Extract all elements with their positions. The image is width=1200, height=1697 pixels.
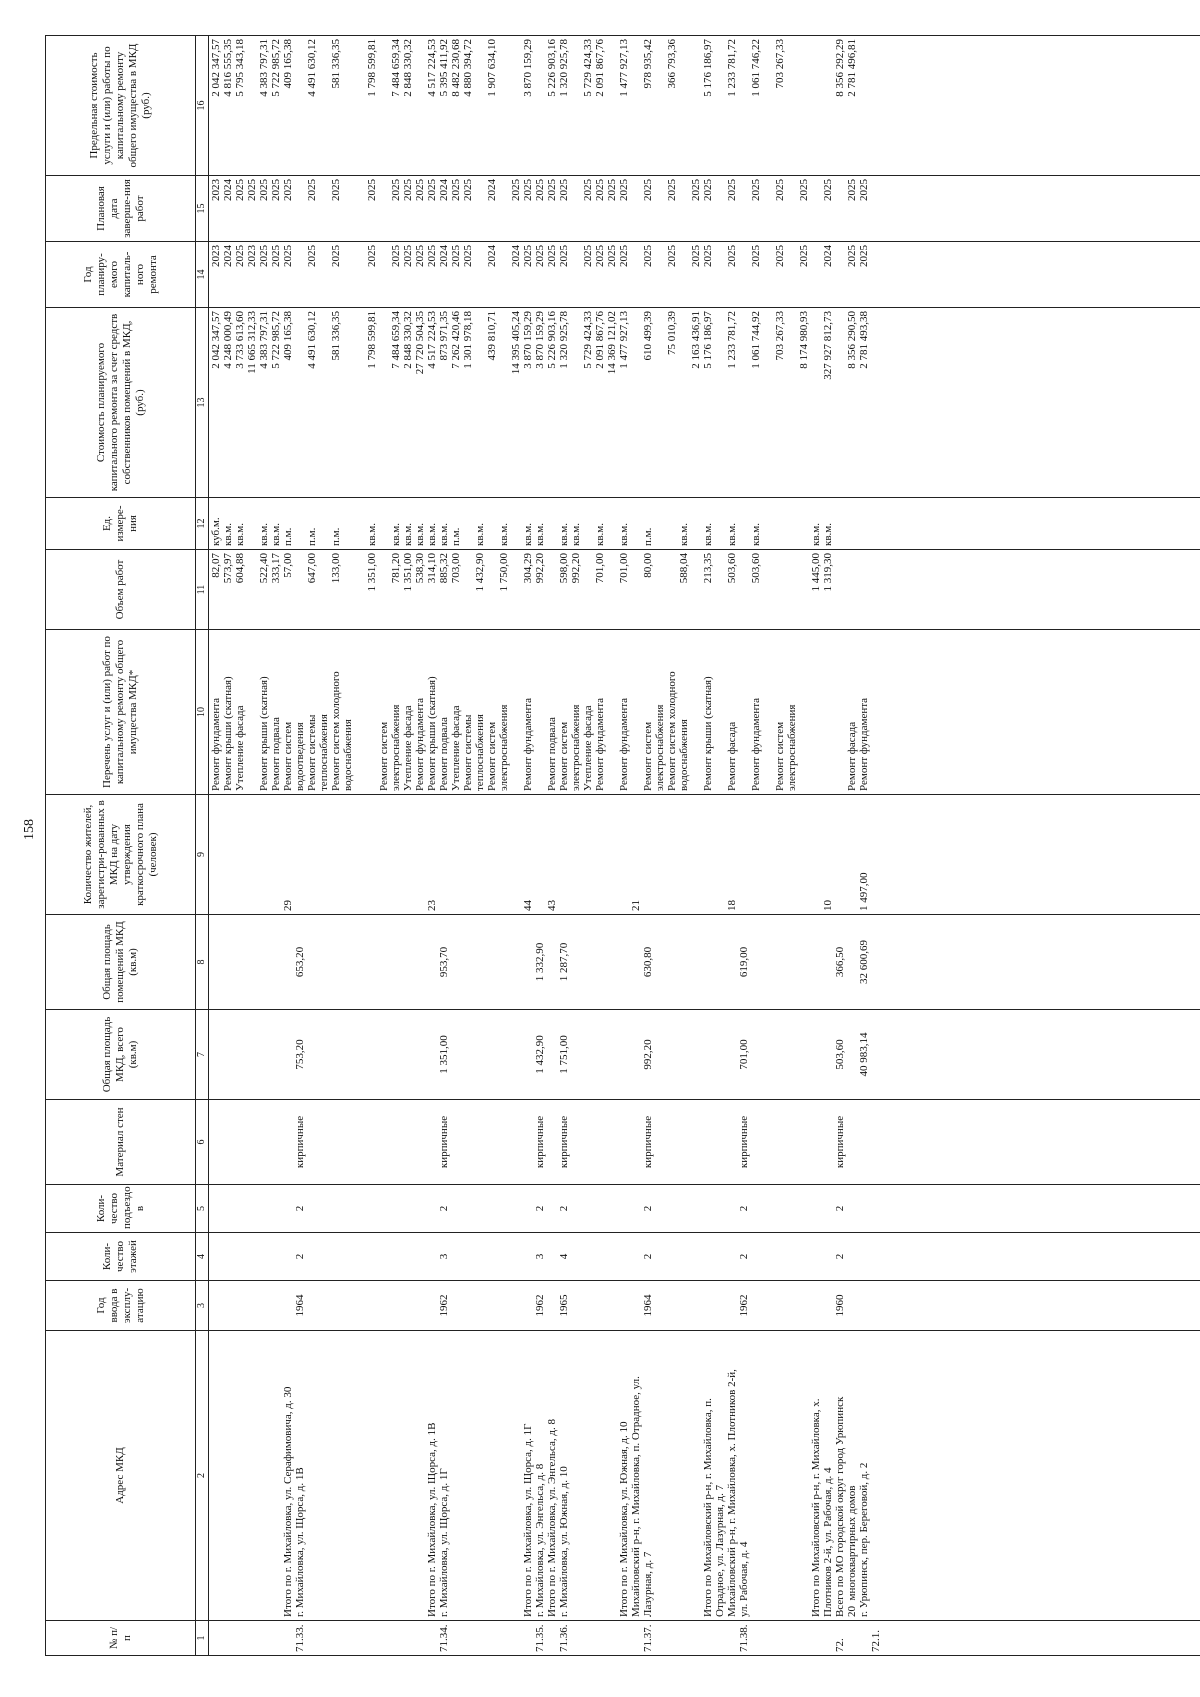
- col-number: 2: [196, 1331, 209, 1621]
- col-header-year: Год ввода в эксплу-атацию: [46, 1281, 196, 1331]
- col-header-year-end: Плановая дата заверше-ния работ: [46, 176, 196, 242]
- wall-material-column: кирпичные кирпичные кирпичные кирпичные кирпичные кирпичные кирпичные: [209, 1100, 1200, 1185]
- col-header-floors: Коли-чество этажей: [46, 1233, 196, 1281]
- col-number: 5: [196, 1185, 209, 1233]
- unit-column: куб.м. кв.м. кв.м. кв.м. кв.м. п.м. п.м. п.м. кв.м. кв.м. кв.м. кв.м. кв.м. кв.м. п.м. кв.м. кв.м. кв.м. кв.м. кв.м. кв.м. кв.м. кв.м. п.м. кв.м. кв.м. кв.м. кв.м. кв.м. кв.м.: [209, 498, 1200, 550]
- cost-column: 2 042 347,57 4 248 000,49 3 733 613,60 11 665 312,33 4 383 797,31 5 722 985,72 409 165,38 4 491 630,12 581 336,35 1 798 599,81 7 484 659,34 2 848 330,32 27 720 504,35 4 517 224,53 873 971,35 7 262 420,46 1 301 978,18 439 810,71 14 395 405,24 3 870 159,29 3 870 159,29 5 226 903,16 1 320 925,78 5 729 424,33 2 091 867,76 14 369 121,02 1 477 927,13 610 499,39 75 010,39 2 163 436,91 5 176 186,97 1 233 781,72 1 061 744,92 703 267,33 8 174 980,93 327 927 812,73 8 356 290,50 2 781 493,38: [209, 308, 1200, 498]
- col-number: 15: [196, 176, 209, 242]
- col-number: 4: [196, 1233, 209, 1281]
- area-rooms-column: 653,20 953,70 1 332,90 1 287,70 630,80 619,00 366,50 32 600,69: [209, 915, 1200, 1010]
- col-number: 10: [196, 630, 209, 795]
- col-number: 12: [196, 498, 209, 550]
- volume-column: 82,07 573,97 604,88 522,40 333,17 57,00 647,00 133,00 1 351,00 781,20 1 351,00 538,30 314,10 885,32 703,00 1 432,90 1 750,00 304,29 992,20 598,00 992,20 701,00 701,00 80,00 588,04 213,35 503,60 503,60 1 445,00 1 319,30: [209, 550, 1200, 630]
- col-number: 11: [196, 550, 209, 630]
- col-header-works: Перечень услуг и (или) работ по капитальному ремонту общего имущества МКД*: [46, 630, 196, 795]
- col-header-year-plan: Год планиру-емого капиталь-ного ремонта: [46, 242, 196, 308]
- rotated-table-container: [45, 36, 1175, 1656]
- col-number: 13: [196, 308, 209, 498]
- col-header-num: № п/п: [46, 1621, 196, 1656]
- col-header-area-rooms: Общая площадь помещений МКД (кв.м): [46, 915, 196, 1010]
- col-header-entrances: Коли-чество подъездо в: [46, 1185, 196, 1233]
- col-number: 3: [196, 1281, 209, 1331]
- col-header-unit: Ед. измере-ния: [46, 498, 196, 550]
- col-number: 8: [196, 915, 209, 1010]
- col-header-limit: Предельная стоимость услуги и (или) работы по капитальному ремонту общего имущества в МКД (руб.): [46, 36, 196, 176]
- limit-cost-column: 2 042 347,57 4 816 555,35 5 795 343,18 4 383 797,31 5 722 985,72 409 165,38 4 491 630,12 581 336,35 1 798 599,81 7 484 659,34 2 848 330,32 4 517 224,53 5 395 411,92 8 482 230,68 4 880 394,72 1 907 634,10 3 870 159,29 5 226 903,16 1 320 925,78 5 729 424,33 2 091 867,76 1 477 927,13 978 935,42 366 793,36 5 176 186,97 1 233 781,72 1 061 746,22 703 267,33 8 356 292,29 2 781 496,81: [209, 36, 1200, 176]
- col-number: 7: [196, 1010, 209, 1100]
- row-number-column: 71.33. 71.34. 71.35. 71.36. 71.37. 71.38. 72. 72.1.: [209, 1621, 1200, 1656]
- col-number: 1: [196, 1621, 209, 1656]
- col-number: 9: [196, 795, 209, 915]
- entrances-column: 2 2 2 2 2 2 2: [209, 1185, 1200, 1233]
- col-number: 14: [196, 242, 209, 308]
- page-number: 158: [22, 819, 37, 840]
- address-column: Итого по г. Михайловка, ул. Серафимовича, д. 30 г. Михайловка, ул. Щорса, д. 1В Итого по г. Михайловка, ул. Щорса, д. 1В г. Михайловка, ул. Щорса, д. 1Г Итого по г. Михайловка, ул. Щорса, д. 1Г г. Михайловка, ул. Энгельса, д. 8 Итого по г. Михайловка, ул. Энгельса, д. 8 г. Михайловка, ул. Южная, д. 10 Итого по г. Михайловка, ул. Южная, д. 10 Михайловский р-н, г. Михайловка, п. Отрадное, ул. Лазурная, д. 7 Итого по Михайловский р-н, г. Михайловка, п. Отрадное, ул. Лазурная, д. 7 Михайловский р-н, г. Михайловка, х. Плотников 2-й, ул. Рабочая, д. 4 Итого по Михайловский р-н, г. Михайловка, х. Плотников 2-й, ул. Рабочая, д. 4 Всего по МО городской округ город Урюпинск 20 многоквартирных домов г. Урюпинск, пер. Береговой, д. 2: [209, 1331, 1200, 1621]
- year-plan-column: 2023 2024 2025 2023 2025 2025 2025 2025 2025 2025 2025 2025 2025 2025 2024 2025 2025 2024 2024 2025 2025 2025 2025 2025 2025 2025 2025 2025 2025 2025 2025 2025 2025 2025 2025 2024 2025 2025: [209, 242, 1200, 308]
- col-header-material: Материал стен: [46, 1100, 196, 1185]
- col-header-cost: Стоимость планируемого капитального ремонта за счет средств собственников помещений в МКД, (руб.): [46, 308, 196, 498]
- col-header-area-total: Общая площадь МКД, всего (кв.м): [46, 1010, 196, 1100]
- col-header-address: Адрес МКД: [46, 1331, 196, 1621]
- col-number: 6: [196, 1100, 209, 1185]
- col-header-volume: Объем работ: [46, 550, 196, 630]
- works-column: Ремонт фундамента Ремонт крыши (скатная) Утепление фасада Ремонт крыши (скатная) Ремонт подвала Ремонт систем водоотведения Ремонт системы теплоснабжения Ремонт систем холодного водоснабжения Ремонт систем электроснабжения Утепление фасада Ремонт фундамента Ремонт крыши (скатная) Ремонт подвала Утепление фасада Ремонт системы теплоснабжения Ремонт систем электроснабжения Ремонт фундамента Ремонт подвала Ремонт систем электроснабжения Утепление фасада Ремонт фундамента Ремонт фундамента Ремонт систем электроснабжения Ремонт систем холодного водоснабжения Ремонт крыши (скатная) Ремонт фасада Ремонт фундамента Ремонт систем электроснабжения Ремонт фасада Ремонт фундамента: [209, 630, 1200, 795]
- column-number-row: [196, 36, 209, 1656]
- table-body-row: [209, 36, 1200, 1656]
- repair-plan-table: [45, 35, 1200, 1656]
- year-end-column: 2023 2024 2025 2025 2025 2025 2025 2025 2025 2025 2025 2025 2025 2025 2024 2025 2025 2024 2025 2025 2025 2025 2025 2025 2025 2025 2025 2025 2025 2025 2025 2025 2025 2025 2025 2025 2025 2025: [209, 176, 1200, 242]
- area-total-column: 753,20 1 351,00 1 432,90 1 751,00 992,20 701,00 503,60 40 983,14: [209, 1010, 1200, 1100]
- col-header-residents: Количество жителей, зарегистри-рованных в МКД на дату утверждения краткосрочного плана (человек): [46, 795, 196, 915]
- floors-column: 2 3 3 4 2 2 2: [209, 1233, 1200, 1281]
- header-row: [46, 36, 196, 1656]
- residents-column: 29 23 44 43 21 18 10 1 497,00: [209, 795, 1200, 915]
- year-built-column: 1964 1962 1962 1965 1964 1962 1960: [209, 1281, 1200, 1331]
- col-number: 16: [196, 36, 209, 176]
